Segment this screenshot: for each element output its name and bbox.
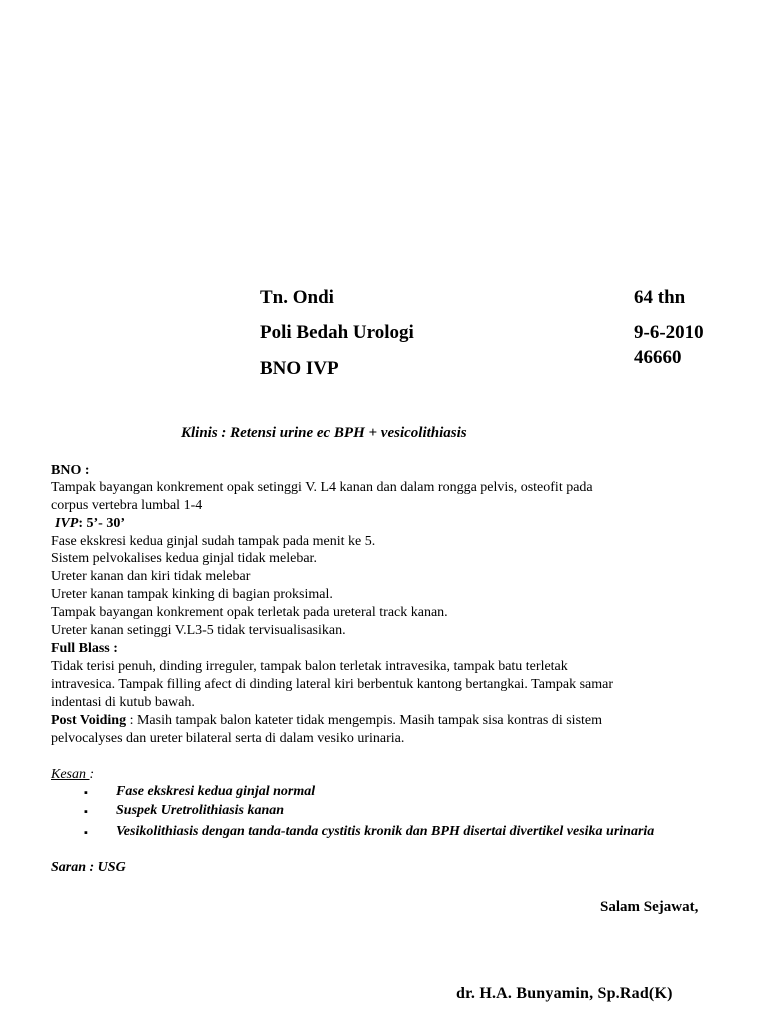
patient-age: 64 thn bbox=[634, 287, 686, 308]
ivp-line: Sistem pelvokalises kedua ginjal tidak melebar. bbox=[51, 551, 317, 566]
exam-date: 9-6-2010 bbox=[634, 322, 704, 343]
kesan-item: Fase ekskresi kedua ginjal normal bbox=[116, 784, 316, 799]
full-blass-line-1: Tidak terisi penuh, dinding irreguler, tampak balon terletak intravesika, tampak batu terletak bbox=[51, 659, 568, 674]
full-blass-heading: Full Blass : bbox=[51, 641, 118, 656]
post-voiding-heading: Post Voiding bbox=[51, 713, 127, 728]
bno-line-1: Tampak bayangan konkrement opak setinggi V. L4 kanan dan dalam rongga pelvis, osteofit pada bbox=[51, 480, 593, 495]
ivp-line: Ureter kanan dan kiri tidak melebar bbox=[51, 569, 251, 584]
bullet-icon: ▪ bbox=[84, 806, 88, 818]
kesan-item: Suspek Uretrolithiasis kanan bbox=[116, 803, 285, 818]
full-blass-line-3: indentasi di kutub bawah. bbox=[51, 695, 195, 710]
patient-name: Tn. Ondi bbox=[260, 287, 334, 308]
ivp-line: Fase ekskresi kedua ginjal sudah tampak pada menit ke 5. bbox=[51, 534, 376, 549]
department: Poli Bedah Urologi bbox=[260, 322, 414, 343]
ivp-line: Ureter kanan tampak kinking di bagian proksimal. bbox=[51, 587, 333, 602]
bullet-icon: ▪ bbox=[84, 787, 88, 799]
post-voiding-text: : Masih tampak balon kateter tidak mengempis. Masih tampak sisa kontras di sistem bbox=[126, 713, 603, 728]
full-blass-line-2: intravesica. Tampak filling afect di dinding lateral kiri berbentuk kantong bertangkai. Tampak samar bbox=[51, 677, 614, 692]
kesan-heading-row bbox=[51, 766, 94, 784]
kesan-item: Vesikolithiasis dengan tanda-tanda cystitis kronik dan BPH disertai divertikel vesika urinaria bbox=[116, 824, 655, 839]
kesan-heading: Kesan bbox=[51, 767, 90, 782]
bno-line-2: corpus vertebra lumbal 1-4 bbox=[51, 498, 203, 513]
bullet-icon: ▪ bbox=[84, 827, 88, 839]
exam-type: BNO IVP bbox=[260, 358, 339, 379]
record-number: 46660 bbox=[634, 347, 682, 368]
kesan-colon: : bbox=[89, 767, 95, 782]
bno-heading: BNO : bbox=[51, 463, 90, 478]
ivp-line: Tampak bayangan konkrement opak terletak pada ureteral track kanan. bbox=[51, 605, 448, 620]
ivp-heading: IVP bbox=[55, 516, 79, 531]
ivp-timing: : 5’- 30’ bbox=[78, 516, 125, 531]
ivp-line: Ureter kanan setinggi V.L3-5 tidak tervisualisasikan. bbox=[51, 623, 346, 638]
doctor-signature: dr. H.A. Bunyamin, Sp.Rad(K) bbox=[456, 985, 673, 1002]
ivp-heading-row bbox=[55, 515, 125, 533]
clinical-indication: Klinis : Retensi urine ec BPH + vesicolithiasis bbox=[181, 425, 467, 441]
post-voiding-line-2: pelvocalyses dan ureter bilateral serta di dalam vesiko urinaria. bbox=[51, 731, 405, 746]
saran: Saran : USG bbox=[51, 860, 126, 875]
closing-greeting: Salam Sejawat, bbox=[600, 899, 699, 915]
post-voiding-line-1 bbox=[51, 712, 602, 730]
